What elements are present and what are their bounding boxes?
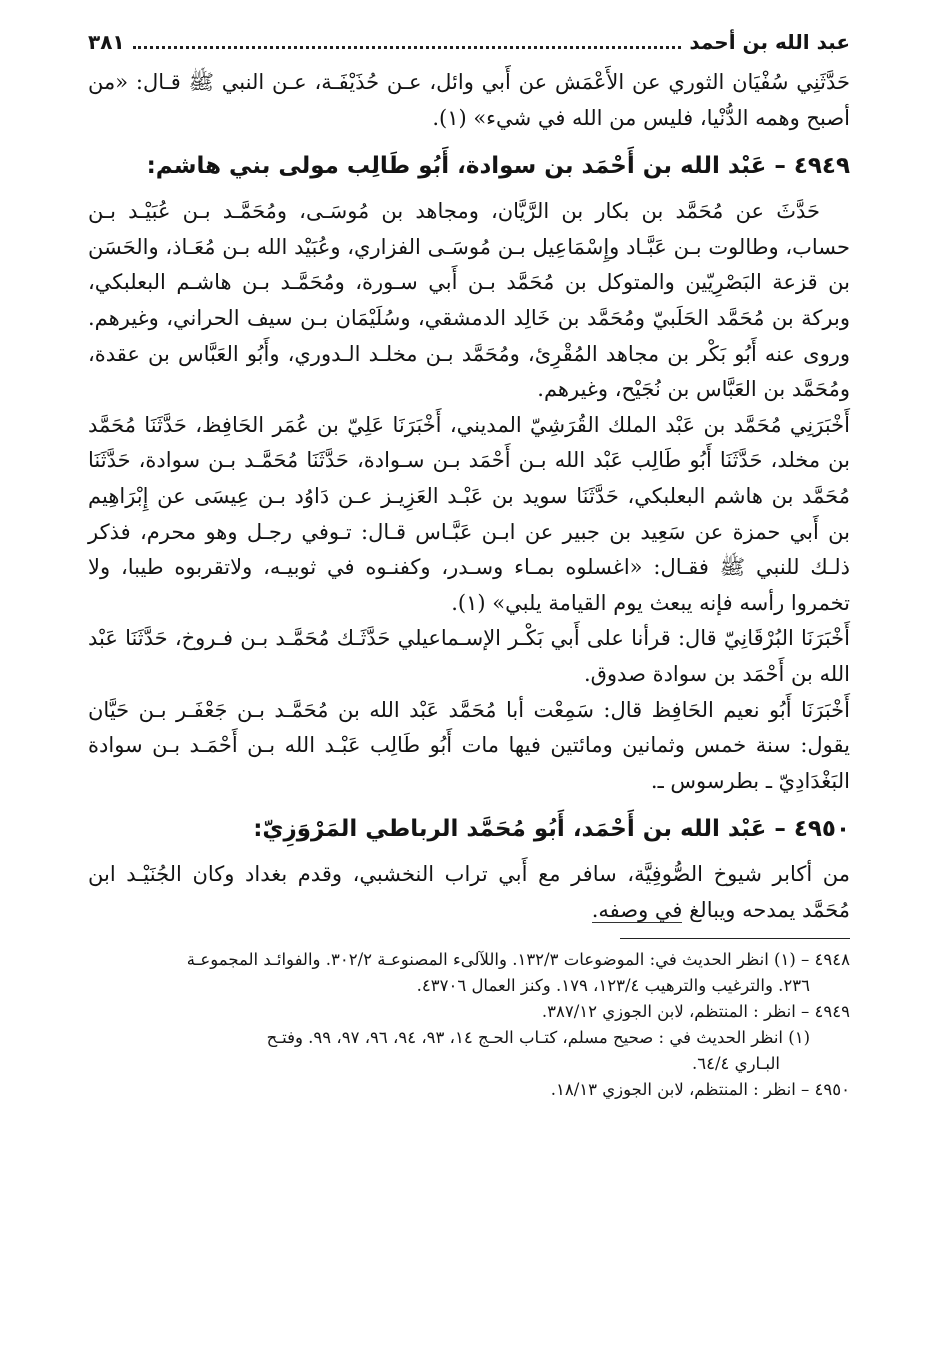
entry-4950-title: ٤٩٥٠ – عَبْد الله بن أَحْمَد، أَبُو مُحَمَّد الرباطي المَرْوَزِيّ:	[253, 816, 850, 843]
footnote-4950: ٤٩٥٠ – انظر : المنتظم، لابن الجوزي ١٨/١٣.	[550, 1080, 850, 1100]
page	[88, 30, 850, 1103]
paragraph-entry-4950-underlined: في وصفه.	[591, 897, 683, 922]
paragraph-entry-4950	[88, 857, 850, 928]
paragraph-entry-4949-barqani: أَخْبَرَنَا البُرْقَانِيّ قال: قرأنا على أَبي بَكْـر الإسـماعيلي حَدَّثَـك مُحَمَّـد بـن فـروخ، حَدَّثَنَا عَبْد الله بن أَحْمَد بن سوادة صدوق.	[88, 626, 850, 686]
footnote-4948-line1: ٤٩٤٨ – (١) انظر الحديث في: الموضوعات ١٣٢/٣. واللآلىء المصنوعـة ٣٠٢/٢. والفوائـد المجموعـة	[186, 950, 850, 970]
page-number: ٣٨١	[88, 30, 125, 54]
paragraph-entry-4950-text: من أكابر شيوخ الصُّوفِيَّة، سافر مع أَبي تراب النخشبي، وقدم بغداد وكان الجُنَيْـد ابن مُحَمَّد يمدحه ويبالغ	[88, 862, 850, 922]
entry-4949-title: ٤٩٤٩ – عَبْد الله بن أَحْمَد بن سوادة، أَبُو طَالِب مولى بني هاشم:	[146, 153, 850, 180]
footnote-4949-hadith-line1: (١) انظر الحديث في : صحيح مسلم، كتـاب الحـج ١٤، ٩٣، ٩٤، ٩٦، ٩٧، ٩٩. وفتـح	[266, 1028, 810, 1048]
main-text	[88, 65, 850, 928]
footnote-4949-hadith-line2: البـاري ٦٤/٤.	[692, 1054, 780, 1074]
footnote-4948-line2: ٢٣٦. والترغيب والترهيب ١٢٣/٤، ١٧٩. وكنز العمال ٤٣٧٠٦.	[416, 976, 810, 996]
running-header	[88, 30, 850, 65]
footnote-separator	[620, 938, 850, 939]
header-title: عبد الله بن أحمد	[689, 30, 850, 54]
header-dotted-leader	[133, 46, 682, 49]
paragraph-entry-4949-death: أَخْبَرَنَا أَبُو نعيم الحَافِظ قال: سَمِعْت أبا مُحَمَّد عَبْد الله بن مُحَمَّـد بـن جَعْفَـر بـن حَيَّان يقول: سنة خمس وثمانين ومائتين فيها مات أَبُو طَالِب عَبْـد الله بـن أَحْمَـد بـن سوادة البَغْدَادِيّ ـ بطرسوس ـ.	[88, 697, 850, 793]
paragraph-entry-4949-teachers: حَدَّثَ عن مُحَمَّد بن بكار بن الرَّيَّان، ومجاهد بن مُوسَـى، ومُحَمَّـد بـن عُبَيْـد بـن حساب، وطالوت بـن عَبَّـاد وإِسْمَاعِيل بـن مُوسَـى الفزاري، وعُبَيْد الله بـن مُعَـاذ، والحَسَن بن قزعة البَصْرِيّين والمتوكل بن مُحَمَّد بـن أَبي سـورة، ومُحَمَّـد بـن هاشـم البعلبكي، وبركة بن مُحَمَّد الحَلَبيّ ومُحَمَّد بن خَالِد الدمشقي، وسُلَيْمَان بـن سيف الحراني، وغيرهم. وروى عنه أَبُو بَكْر بن مجاهد المُقْرِئ، ومُحَمَّد بـن مخلـد الـدوري، وأَبُو العَبَّاس بن عقدة، ومُحَمَّد بن العَبَّاس بن نُجَيْح، وغيرهم.	[88, 199, 850, 402]
paragraph-entry-4949-hadith: أَخْبَرَنِي مُحَمَّد بن عَبْد الملك القُرَشِيّ المديني، أَخْبَرَنَا عَلِيّ بن عُمَر الحَافِظ، حَدَّثَنَا مُحَمَّد بن مخلد، حَدَّثَنَا أَبُو طَالِب عَبْد الله بـن أَحْمَد بـن سـوادة، حَدَّثَنَا مُحَمَّـد بـن سوادة، حَدَّثَنَا مُحَمَّد بن هاشم البعلبكي، حَدَّثَنَا سويد بن عَبْـد العَزِيـز عـن دَاوُد بـن عِيسَى عن إِبْرَاهِيم بن أَبي حمزة عن سَعِيد بن جبير عن ابـن عَبَّـاس قـال: تـوفي رجـل وهو محرم، فذكر ذلـك للنبي ﷺ فقـال: «اغسلوه بمـاء وسـدر، وكفنـوه في ثوبيـه، ولاتقربوه طيبا، ولا تخمروا رأسه فإنه يبعث يوم القيامة يلبي» (١).	[88, 412, 850, 615]
paragraph-hadith-continuation: حَدَّثَنِي سُفْيَان الثوري عن الأَعْمَش عن أَبي وائل، عـن حُذَيْفَـة، عـن النبي ﷺ قـال: «من أصبح وهمه الدُّنْيا، فليس من الله في شيء» (١).	[88, 70, 850, 130]
footnote-4949: ٤٩٤٩ – انظر : المنتظم، لابن الجوزي ٣٨٧/١٢.	[541, 1002, 850, 1022]
footnotes	[88, 947, 850, 1103]
